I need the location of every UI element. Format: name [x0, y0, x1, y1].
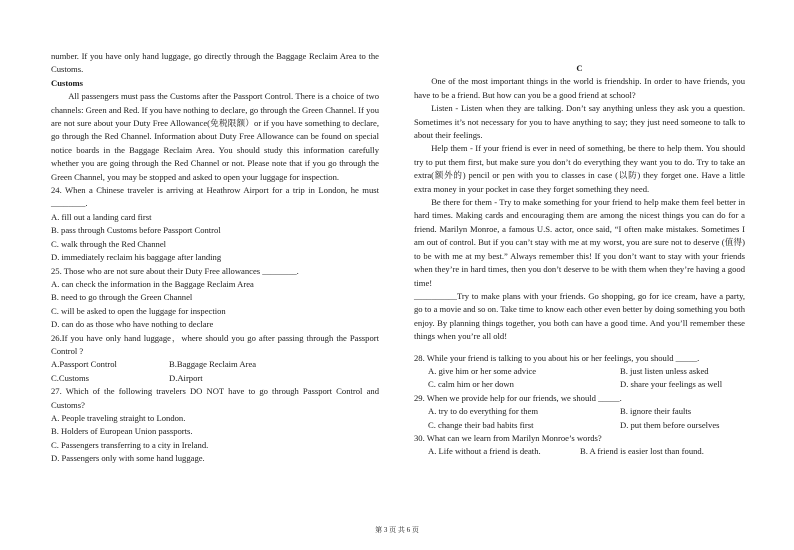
question-27: [51, 385, 379, 465]
question-29-stem: 29. When we provide help for our friends, we should _____.: [414, 392, 622, 403]
friendship-paragraph-1: One of the most important things in the world is friendship. In order to have friends, you have to be a friend. But how can you be a good friend at school?: [414, 76, 745, 100]
question-28: [414, 352, 745, 392]
question-29-options-row-1: [414, 405, 745, 418]
question-28-option-d: D. share your feelings as well: [620, 379, 723, 390]
left-column: [51, 50, 379, 466]
question-26-stem: 26.If you have only hand luggage，where should you go after passing through the Passport Control ?: [51, 332, 379, 356]
friendship-paragraph-help: Help them - If your friend is ever in need of something, be there to help them. You should try to put them first, but make sure you don’t do everything they want you to do. Try to take an extra(额外的) pencil or pen with you to classes in case (以防) they forget one. Have a little extra money in your pocket in case they forget something they need.: [414, 143, 745, 194]
friendship-paragraph-plans: __________Try to make plans with your friends. Go shopping, go for ice cream, have a party, go to a movie and so on. Take time to know each other even better by doing something you both enjoy. By planning things together, you both can have a good time. And you’ll remember these things when you’re all old!: [414, 290, 745, 342]
customs-paragraph: All passengers must pass the Customs after the Passport Control. There is a choice of two channels: Green and Red. If you have nothing to declare, go through the Green Channel. If you are not sure about your Duty Free Allowance(免税限额）or if you have something to declare, go through the Red Channel. Information about Duty Free Allowance can be found on special notice boards in the Baggage Reclaim Area. You should study this information carefully whether you are going through the Red Channel or not. Please note that if you go through the Green Channel, you may be stopped and asked to open your luggage for inspection.: [51, 91, 379, 182]
question-28-option-a: A. give him or her some advice: [428, 365, 537, 376]
question-24-option-a: A. fill out a landing card first: [51, 211, 152, 222]
question-26: [51, 332, 379, 386]
page-footer: 第 3 页 共 6 页: [375, 526, 419, 534]
question-26-option-c: C.Customs: [51, 372, 89, 383]
question-26-option-b: B.Baggage Reclaim Area: [169, 359, 257, 370]
question-24-stem: 24. When a Chinese traveler is arriving at Heathrow Airport for a trip in London, he must ________.: [51, 185, 379, 209]
question-25-option-d: D. can do as those who have nothing to declare: [51, 319, 214, 330]
question-24-option-d: D. immediately reclaim his baggage after landing: [51, 252, 222, 263]
question-26-option-d: D.Airport: [169, 372, 203, 383]
customs-heading: Customs: [51, 77, 83, 88]
question-29-options-row-2: [414, 419, 745, 432]
spacer: [414, 344, 745, 352]
question-28-options-row-2: [414, 378, 745, 391]
question-24-option-c: C. walk through the Red Channel: [51, 238, 167, 249]
question-25: [51, 265, 379, 332]
question-24-option-b: B. pass through Customs before Passport Control: [51, 225, 221, 236]
question-27-stem: 27. Which of the following travelers DO NOT have to go through Passport Control and Customs?: [51, 386, 379, 410]
question-29-option-b: B. ignore their faults: [620, 406, 692, 417]
question-27-option-a: A. People traveling straight to London.: [51, 412, 186, 423]
question-26-options-row-2: [51, 372, 379, 385]
question-24: [51, 184, 379, 264]
question-25-stem: 25. Those who are not sure about their Duty Free allowances ________.: [51, 265, 299, 276]
question-25-option-c: C. will be asked to open the luggage for inspection: [51, 305, 226, 316]
question-30-stem: 30. What can we learn from Marilyn Monroe’s words?: [414, 432, 602, 443]
friendship-paragraph-listen: Listen - Listen when they are talking. Don’t say anything unless they ask you a question. Sometimes it’s not necessary for you to have anything to say; they just need someone to talk to about their feelings.: [414, 103, 745, 141]
question-30-options-row-1: [414, 445, 745, 458]
question-25-option-b: B. need to go through the Green Channel: [51, 292, 193, 303]
question-30: [414, 432, 745, 459]
question-29-option-d: D. put them before ourselves: [620, 419, 720, 430]
question-26-option-a: A.Passport Control: [51, 359, 117, 370]
right-column: [414, 62, 745, 459]
question-30-option-b: B. A friend is easier lost than found.: [580, 446, 704, 457]
question-26-options-row-1: [51, 358, 379, 371]
question-29-option-c: C. change their bad habits first: [428, 419, 534, 430]
question-25-option-a: A. can check the information in the Baggage Reclaim Area: [51, 278, 254, 289]
question-30-option-a: A. Life without a friend is death.: [428, 446, 541, 457]
question-27-option-b: B. Holders of European Union passports.: [51, 426, 193, 437]
friendship-paragraph-be-there: Be there for them - Try to make something for your friend to help make them feel better in hard times. Making cards and encouraging them are among the nicest things you can do for a friend. Marilyn Monroe, a famous U.S. actor, once said, “I often make mistakes. Sometimes I am out of control. But if you can’t stay with me at my worst, you are sure not to deserve (值得) to be with me at my best.” Always remember this! If you don’t want to stay with your friends when they’re in hard times, then you don’t deserve to be with them when they’re having a good time!: [414, 197, 745, 288]
intro-paragraph: number. If you have only hand luggage, go directly through the Baggage Reclaim Area to the Customs.: [51, 51, 379, 75]
question-28-option-c: C. calm him or her down: [428, 379, 514, 390]
section-label: C: [576, 63, 583, 73]
question-29: [414, 392, 745, 432]
question-28-stem: 28. While your friend is talking to you about his or her feelings, you should _____.: [414, 352, 700, 363]
question-28-options-row-1: [414, 365, 745, 378]
question-28-option-b: B. just listen unless asked: [620, 365, 709, 376]
question-29-option-a: A. try to do everything for them: [428, 406, 539, 417]
question-27-option-d: D. Passengers only with some hand luggage.: [51, 453, 205, 464]
question-27-option-c: C. Passengers transferring to a city in Ireland.: [51, 439, 209, 450]
